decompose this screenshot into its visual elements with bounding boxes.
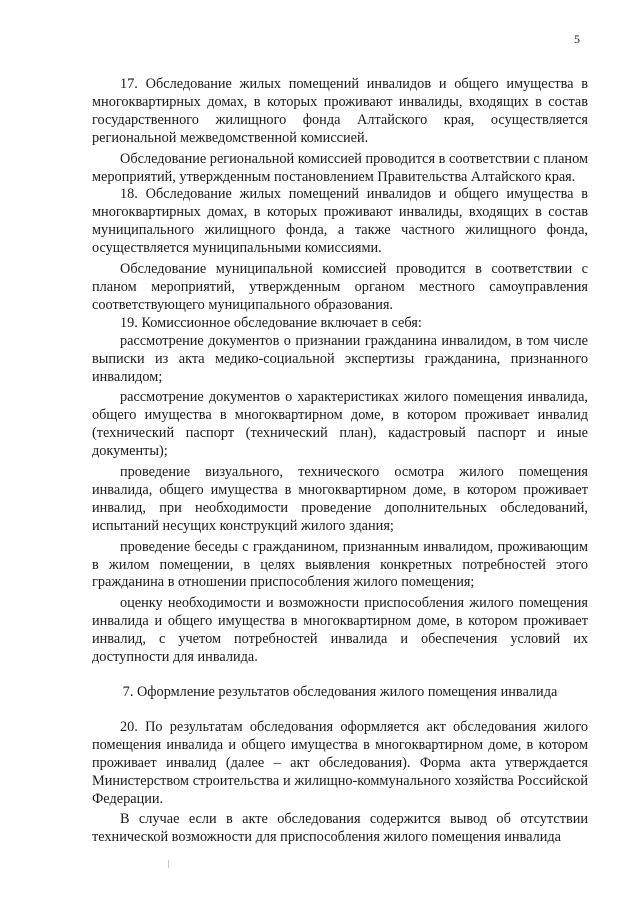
paragraph-18: 18. Обследование жилых помещений инвалидов и общего имущества в многоквартирных домах, в которых проживают инвалиды, входящих в состав муниципального жилищного фонда, а также частного жилищного фонда, осуществляется муниципальными комиссиями. xyxy=(92,186,588,257)
page-number: 5 xyxy=(574,32,580,46)
section-heading: 7. Оформление результатов обследования жилого помещения инвалида xyxy=(122,684,558,700)
paragraph-20-case: В случае если в акте обследования содержится вывод об отсутствии технической возможности для приспособления жилого помещения инвалида xyxy=(92,811,588,846)
document-body xyxy=(92,76,588,847)
paragraph-17-plan: Обследование региональной комиссией проводится в соответствии с планом мероприятий, утвержденным постановлением Правительства Алтайского края. xyxy=(92,150,588,185)
paragraph-18-plan: Обследование муниципальной комиссией проводится в соответствии с планом мероприятий, утвержденным органом местного самоуправления соответствующего муниципального образования. xyxy=(92,261,588,313)
list-item: оценку необходимости и возможности приспособления жилого помещения инвалида и общего имущества в многоквартирном доме, в котором проживает инвалид, с учетом потребностей инвалида и обеспечения условий их доступности для инвалида. xyxy=(92,595,588,666)
paragraph-20: 20. По результатам обследования оформляется акт обследования жилого помещения инвалида и общего имущества в многоквартирном доме, в котором проживает инвалид (далее – акт обследования). Форма акта утверждается Министерством строительства и жилищно-коммунального хозяйства Российской Федерации. xyxy=(92,718,588,807)
list-item: рассмотрение документов о характеристиках жилого помещения инвалида, общего имущества в многоквартирном доме, в котором проживает инвалид (технический паспорт (технический план), кадастровый паспорт и иные документы); xyxy=(92,389,588,460)
list-item: рассмотрение документов о признании гражданина инвалидом, в том числе выписки из акта медико-социальной экспертизы гражданина, признанного инвалидом; xyxy=(92,332,588,385)
paragraph-17: 17. Обследование жилых помещений инвалидов и общего имущества в многоквартирных домах, в которых проживают инвалиды, входящих в состав государственного жилищного фонда Алтайского края, осуществляется региональной межведомственной комиссией. xyxy=(92,76,588,146)
list-item: проведение беседы с гражданином, признанным инвалидом, проживающим в жилом помещении, в целях выявления конкретных потребностей этого гражданина в отношении приспособления жилого помещения; xyxy=(92,538,588,591)
scan-mark xyxy=(168,860,169,868)
paragraph-19: 19. Комиссионное обследование включает в себя: xyxy=(120,314,422,331)
list-item: проведение визуального, технического осмотра жилого помещения инвалида, общего имущества в многоквартирном доме, в котором проживает инвалид, при необходимости проведение дополнительных обследований, испытаний несущих конструкций жилого здания; xyxy=(92,464,588,534)
